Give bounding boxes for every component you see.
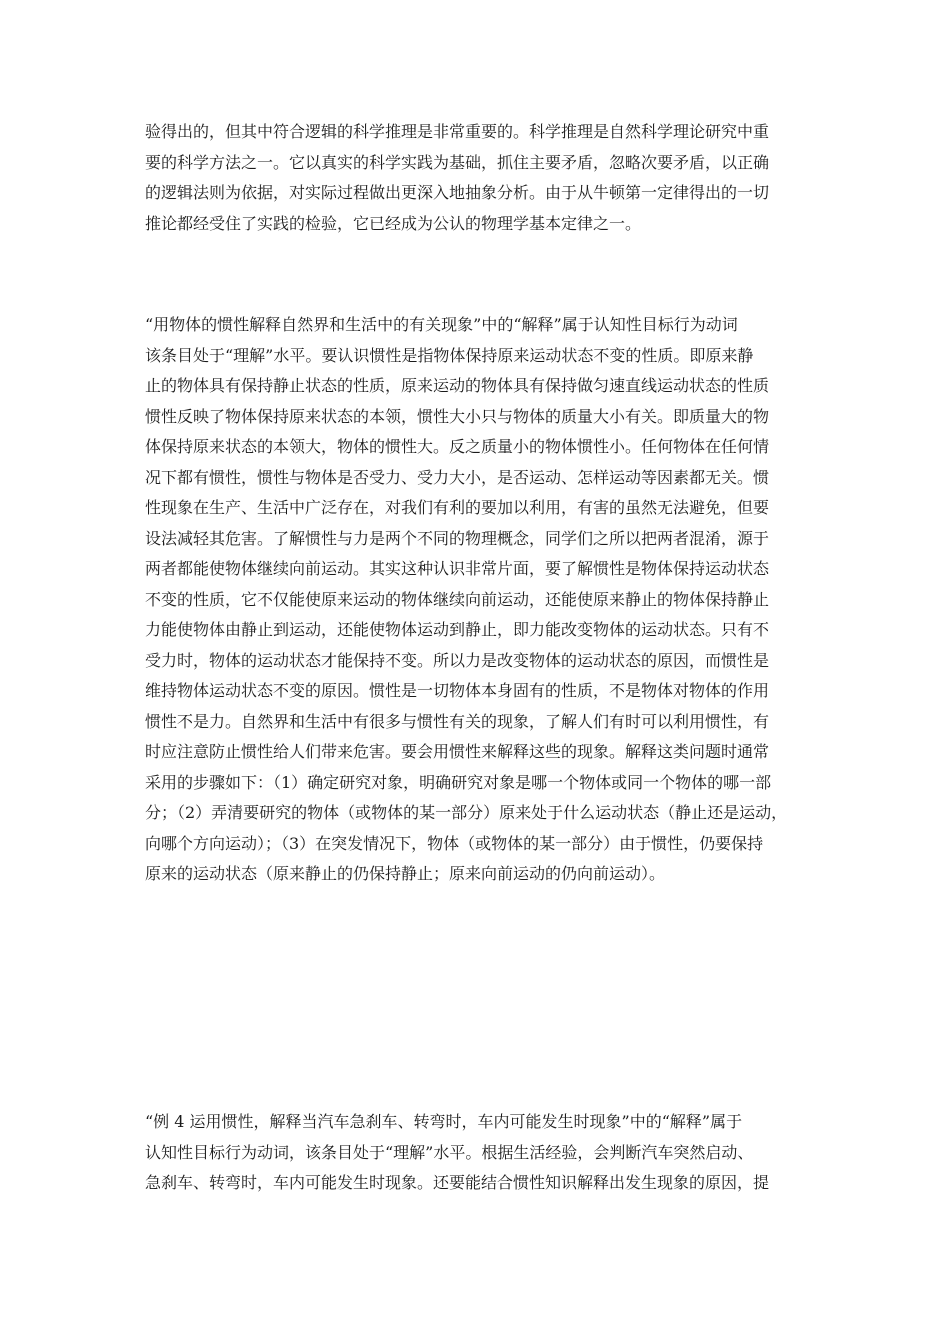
text-line: 该条目处于“理解”水平。要认识惯性是指物体保持原来运动状态不变的性质。即原来静 <box>145 345 754 365</box>
text-line: 止的物体具有保持静止状态的性质，原来运动的物体具有保持做匀速直线运动状态的性质 <box>145 376 770 395</box>
text-line: 惯性反映了物体保持原来状态的本领，惯性大小只与物体的质量大小有关。即质量大的物 <box>145 406 770 426</box>
text-line: 原来的运动状态（原来静止的仍保持静止；原来向前运动的仍向前运动）。 <box>145 864 666 883</box>
text-line: “例 4 运用惯性，解释当汽车急刹车、转弯时，车内可能发生时现象”中的“解释”属于 <box>145 1112 743 1131</box>
text-line: 要的科学方法之一。它以真实的科学实践为基础，抓住主要矛盾，忽略次要矛盾，以正确 <box>145 152 770 172</box>
text-line: 推论都经受住了实践的检验，它已经成为公认的物理学基本定律之一。 <box>145 213 642 233</box>
text-line: 验得出的，但其中符合逻辑的科学推理是非常重要的。科学推理是自然科学理论研究中重 <box>145 122 770 141</box>
paragraph-inertia-explanation <box>145 310 820 890</box>
text-line: 力能使物体由静止到运动，还能使物体运动到静止，即力能改变物体的运动状态。只有不 <box>145 620 770 639</box>
text-line: 维持物体运动状态不变的原因。惯性是一切物体本身固有的性质，不是物体对物体的作用 <box>145 681 770 700</box>
text-line: 时应注意防止惯性给人们带来危害。要会用惯性来解释这些的现象。解释这类问题时通常 <box>145 742 770 761</box>
text-line: “用物体的惯性解释自然界和生活中的有关现象”中的“解释”属于认知性目标行为动词 <box>145 315 738 334</box>
text-line: 认知性目标行为动词，该条目处于“理解”水平。根据生活经验，会判断汽车突然启动、 <box>145 1142 754 1162</box>
text-line: 设法减轻其危害。了解惯性与力是两个不同的物理概念，同学们之所以把两者混淆，源于 <box>145 528 770 548</box>
text-line: 的逻辑法则为依据，对实际过程做出更深入地抽象分析。由于从牛顿第一定律得出的一切 <box>145 183 770 202</box>
text-line: 体保持原来状态的本领大，物体的惯性大。反之质量小的物体惯性小。任何物体在任何情 <box>145 437 770 456</box>
text-line: 不变的性质，它不仅能使原来运动的物体继续向前运动，还能使原来静止的物体保持静止 <box>145 589 770 609</box>
text-line: 分；（2）弄清要研究的物体（或物体的某一部分）原来处于什么运动状态（静止还是运动， <box>145 803 788 822</box>
text-line: 受力时，物体的运动状态才能保持不变。所以力是改变物体的运动状态的原因，而惯性是 <box>145 650 770 670</box>
text-line: 两者都能使物体继续向前运动。其实这种认识非常片面，要了解惯性是物体保持运动状态 <box>145 559 770 578</box>
text-line: 采用的步骤如下：（1）确定研究对象，明确研究对象是哪一个物体或同一个物体的哪一部 <box>145 772 772 792</box>
text-line: 惯性不是力。自然界和生活中有很多与惯性有关的现象，了解人们有时可以利用惯性，有 <box>145 711 770 731</box>
paragraph-scientific-reasoning <box>145 117 820 239</box>
text-line: 况下都有惯性，惯性与物体是否受力、受力大小，是否运动、怎样运动等因素都无关。惯 <box>145 467 770 487</box>
text-line: 向哪个方向运动）；（3）在突发情况下，物体（或物体的某一部分）由于惯性，仍要保持 <box>145 833 764 853</box>
text-line: 性现象在生产、生活中广泛存在，对我们有利的要加以利用，有害的虽然无法避免，但要 <box>145 498 770 517</box>
paragraph-example-4 <box>145 1107 820 1199</box>
text-line: 急刹车、转弯时，车内可能发生时现象。还要能结合惯性知识解释出发生现象的原因，提 <box>145 1173 770 1192</box>
